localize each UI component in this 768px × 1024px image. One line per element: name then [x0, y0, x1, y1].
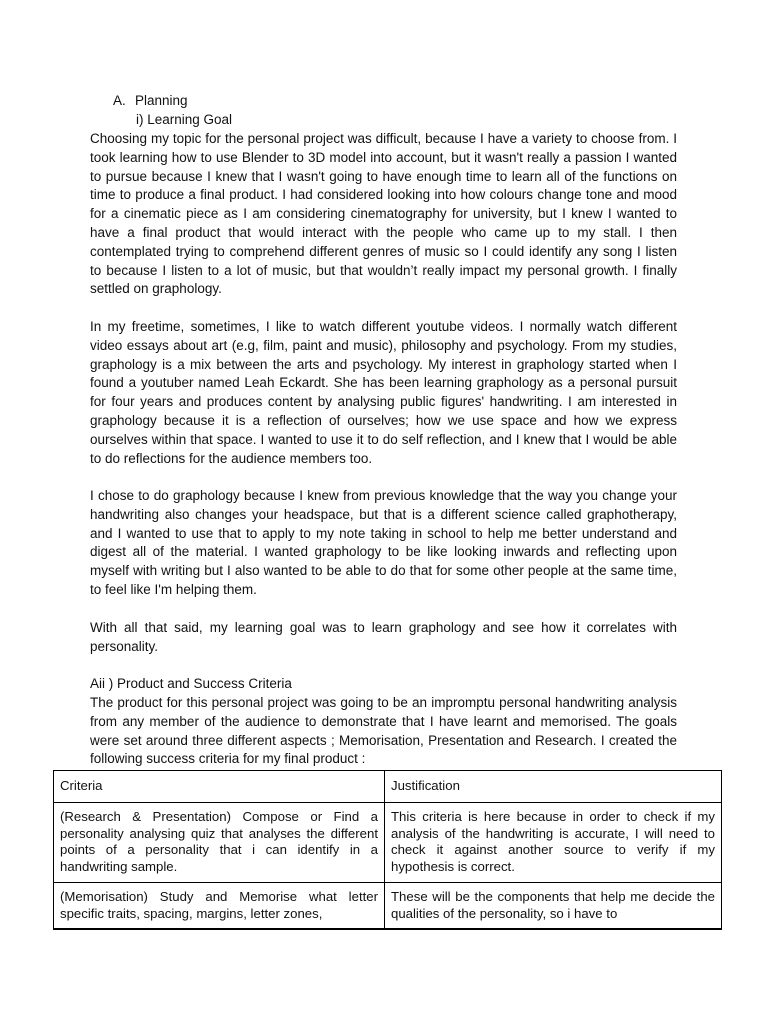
table-cell-criteria [54, 882, 385, 929]
subsection-heading: i) Learning Goal [136, 112, 233, 127]
paragraph-reason: I chose to do graphology because I knew from previous knowledge that the way you change your handwriting also changes your headspace, but that is a different science called graphotherapy, and I wanted to use that to apply to my note taking in school to help me better understand and digest all of the material. I wanted graphology to be like looking inwards and reflecting upon myself with writing but I also wanted to be able to do that for some other people at the same time, to feel like I'm helping them. [90, 488, 677, 597]
table-cell-justification: This criteria is here because in order to check if my analysis of the handwriting is accurate, I will need to check it against another source to verify if my hypothesis is correct. [385, 802, 722, 882]
table-header-criteria: Criteria [54, 771, 385, 803]
table-header-justification: Justification [385, 771, 722, 803]
table-cell-criteria: (Research & Presentation) Compose or Find a personality analysing quiz that analyses the different points of a personality that i can identify in a handwriting sample. [54, 802, 385, 882]
cell-text: (Memorisation) Study and Memorise what letter specific traits, spacing, margins, letter zones, [60, 888, 378, 921]
paragraph-topic-choice: Choosing my topic for the personal project was difficult, because I have a variety to choose from. I took learning how to use Blender to 3D model into account, but it wasn't really a passion I wanted to pursue because I knew that I wasn't going to have enough time to learn all of the functions on time to produce a final product. I had considered looking into how colours change tone and mood for a cinematic piece as I am considering cinematography for university, but I knew I wanted to have a final product that would interact with the people who came up to my stall. I then contemplated trying to comprehend different genres of music so I could identify any song I listen to because I listen to a lot of music, but that wouldn’t really impact my personal growth. I finally settled on graphology. [90, 131, 677, 297]
table-cell-justification [385, 882, 722, 929]
paragraph-learning-goal: With all that said, my learning goal was to learn graphology and see how it correlates with personality. [90, 620, 677, 654]
paragraph-product: The product for this personal project was going to be an impromptu personal handwriting analysis from any member of the audience to demonstrate that I have learnt and memorised. The goals were set around three different aspects ; Memorisation, Presentation and Research. I created the following success criteria for my final product : [90, 695, 677, 767]
product-criteria-heading: Aii ) Product and Success Criteria [90, 676, 292, 691]
paragraph-interest: In my freetime, sometimes, I like to watch different youtube videos. I normally watch different video essays about art (e.g, film, paint and music), philosophy and psychology. From my studies, graphology is a mix between the arts and psychology. My interest in graphology started when I found a youtuber named Leah Eckardt. She has been learning graphology as a personal pursuit for four years and produces content by analysing public figures' handwriting. I am interested in graphology because it is a reflection of ourselves; how we use space and how we express ourselves within that space. I wanted to use it to do self reflection, and I knew that I would be able to do reflections for the audience members too. [90, 319, 677, 466]
section-number: A. [113, 93, 126, 108]
table-row [54, 882, 722, 929]
cell-text: These will be the components that help me decide the qualities of the personality, so i have to [391, 888, 715, 921]
table-row [54, 802, 722, 882]
table-header-row [54, 771, 722, 803]
section-title: Planning [135, 93, 188, 108]
section-heading [113, 92, 188, 110]
success-criteria-table [53, 770, 722, 930]
